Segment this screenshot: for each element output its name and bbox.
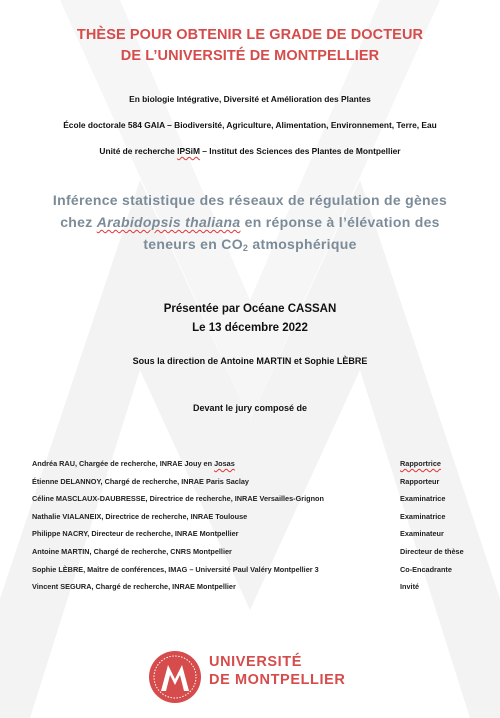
doctoral-school: École doctorale 584 GAIA – Biodiversité, Agriculture, Alimentation, Environnement, Terre, Eau [63, 120, 437, 130]
university-logo [148, 647, 368, 707]
thesis-title-line2-post: en réponse à l’élévation des [240, 214, 440, 230]
logo-line2: DE MONTPELLIER [209, 672, 346, 688]
species-name: Arabidopsis thaliana [96, 214, 241, 230]
jury-row [32, 494, 472, 512]
research-unit-suffix: – Institut des Sciences des Plantes de Montpellier [199, 146, 401, 156]
jury-member-role: Directeur de thèse [400, 546, 464, 556]
jury-row [32, 582, 472, 600]
thesis-title-line2-pre: chez [60, 214, 97, 230]
presented-by: Présentée par Océane CASSAN [163, 303, 337, 315]
thesis-heading-line1: THÈSE POUR OBTENIR LE GRADE DE DOCTEUR [76, 27, 424, 43]
supervision: Sous la direction de Antoine MARTIN et Sophie LÈBRE [132, 356, 368, 366]
jury-member-role: Rapporteur [400, 476, 440, 486]
jury-row [32, 512, 472, 530]
research-unit-code: IPSiM [177, 146, 200, 156]
jury-member-name: Sophie LÈBRE, Maître de conférences, IMAG – Université Paul Valéry Montpellier 3 [32, 564, 319, 574]
co2-subscript: 2 [242, 243, 249, 253]
research-unit-prefix: Unité de recherche [99, 146, 178, 156]
thesis-title-line3-post: atmosphérique [248, 236, 357, 252]
university-seal-icon [148, 647, 203, 707]
defense-date: Le 13 décembre 2022 [192, 322, 308, 334]
thesis-heading-line2: DE L’UNIVERSITÉ DE MONTPELLIER [120, 48, 380, 64]
logo-line1: UNIVERSITÉ [209, 654, 303, 670]
thesis-title-line3 [0, 233, 500, 259]
speciality: En biologie Intégrative, Diversité et Amélioration des Plantes [129, 94, 371, 104]
thesis-title-line2 [0, 211, 500, 233]
jury-member-name: Étienne DELANNOY, Chargé de recherche, INRAE Paris Saclay [32, 476, 249, 486]
thesis-title-line1: Inférence statistique des réseaux de régulation de gènes [52, 192, 448, 208]
jury-member-name: Andréa RAU, Chargée de recherche, INRAE Jouy en Josas [32, 459, 235, 468]
jury-member-role: Examinatrice [400, 511, 446, 521]
jury-member-name: Philippe NACRY, Directeur de recherche, INRAE Montpellier [32, 529, 239, 539]
jury-row [32, 565, 472, 583]
jury-list [32, 459, 472, 600]
jury-member-name: Vincent SEGURA, Chargé de recherche, INRAE Montpellier [32, 582, 236, 592]
jury-row [32, 529, 472, 547]
jury-member-role: Invité [400, 582, 420, 592]
jury-row [32, 547, 472, 565]
jury-member-role: Examinateur [400, 529, 444, 539]
jury-row [32, 459, 472, 477]
thesis-title-line3-pre: teneurs en CO [143, 236, 243, 252]
research-unit [0, 146, 500, 156]
jury-member-name: Nathalie VIALANEIX, Directrice de recherche, INRAE Toulouse [32, 511, 248, 521]
jury-member-name: Antoine MARTIN, Chargé de recherche, CNRS Montpellier [32, 546, 232, 556]
jury-member-name: Céline MASCLAUX-DAUBRESSE, Directrice de recherche, INRAE Versailles-Grignon [32, 494, 324, 504]
jury-heading: Devant le jury composé de [192, 403, 308, 413]
jury-row [32, 477, 472, 495]
jury-member-role: Rapportrice [400, 459, 441, 468]
jury-member-role: Co-Encadrante [400, 564, 452, 574]
jury-member-role: Examinatrice [400, 494, 446, 504]
